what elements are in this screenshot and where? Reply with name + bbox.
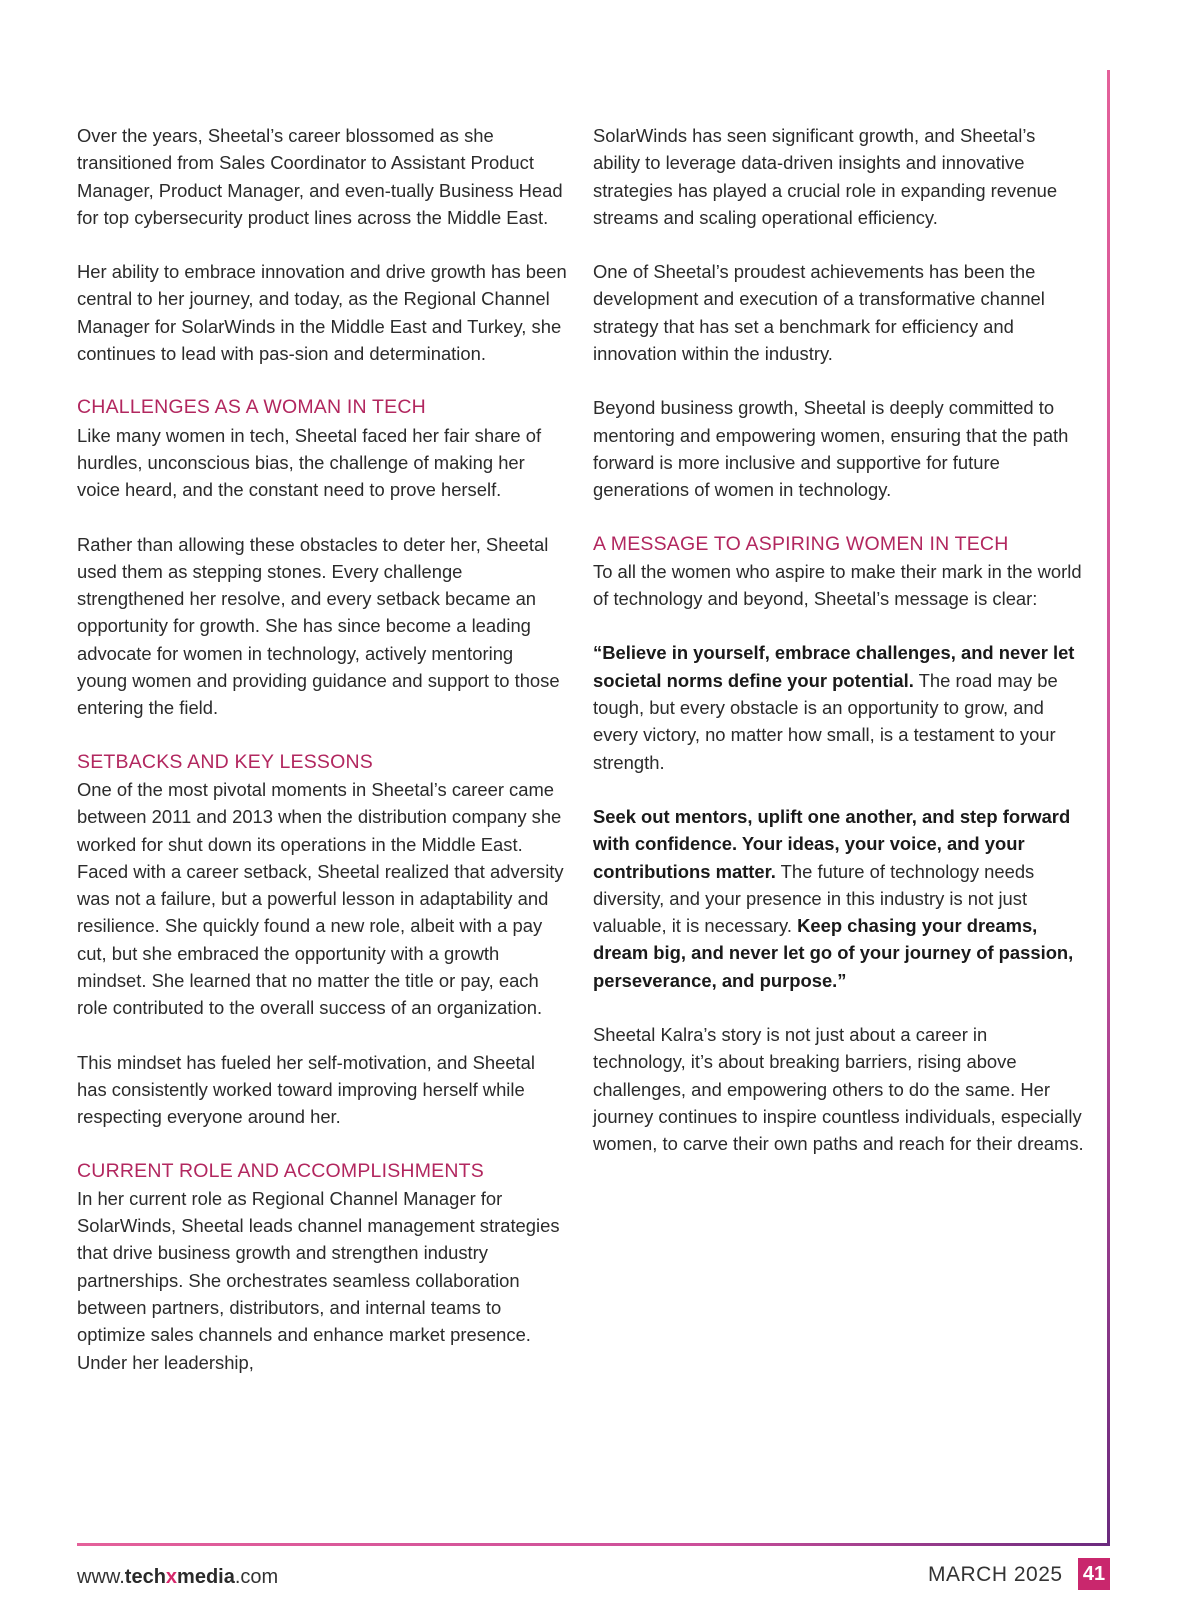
paragraph: Rather than allowing these obstacles to deter her, Sheetal used them as stepping stones. Every challenge strengthened her resolve, and every setback became an opportunity for growth. She has since become a leading advocate for women in technology, actively mentoring young women and providing guidance and support to those entering the field. bbox=[77, 533, 560, 719]
quote-emphasis: “Believe in yourself, embrace challenges, and never let societal norms define your potential. bbox=[593, 642, 1075, 691]
paragraph: Beyond business growth, Sheetal is deeply committed to mentoring and empowering women, ensuring that the path forward is more inclusive and supportive for future generations of women in technology. bbox=[593, 397, 1069, 501]
quote-emphasis: Seek out mentors, uplift one another, and step forward with confidence. Your ideas, your voice, and your contributions matter. bbox=[593, 805, 1071, 882]
url-brand-x: x bbox=[165, 1566, 178, 1588]
paragraph: Sheetal Kalra’s story is not just about a career in technology, it’s about breaking barriers, rising above challenges, and empowering others to do the same. Her journey continues to inspire countless individuals, especially women, to carve their own paths and reach for their dreams. bbox=[593, 1024, 1084, 1155]
left-column bbox=[77, 122, 567, 1403]
paragraph: Over the years, Sheetal’s career blossomed as she transitioned from Sales Coordinator to Assistant Product Manager, Product Manager, and even-tually Business Head for top cybersecurity product lines across the Middle East. bbox=[77, 125, 563, 228]
quote-emphasis: Keep chasing your dreams, dream big, and never let go of your journey of passion, perseverance, and purpose.” bbox=[593, 915, 1074, 991]
url-brand-tech: tech bbox=[124, 1566, 166, 1588]
section-heading-current-role: CURRENT ROLE AND ACCOMPLISHMENTS bbox=[77, 1159, 484, 1182]
paragraph: In her current role as Regional Channel Manager for SolarWinds, Sheetal leads channel management strategies that drive business growth and strengthen industry partnerships. She orchestrates seamless collaboration between partners, distributors, and internal teams to optimize sales channels and enhance market presence. Under her leadership, bbox=[77, 1187, 560, 1373]
quote-paragraph bbox=[593, 803, 1085, 994]
right-column bbox=[593, 122, 1085, 1185]
url-suffix: .com bbox=[234, 1566, 279, 1588]
quote-text: The future of technology needs diversity, and your presence in this industry is not just valuable, it is necessary. bbox=[593, 860, 1035, 937]
footer-rule bbox=[77, 1543, 1110, 1546]
footer-website[interactable] bbox=[77, 1563, 278, 1591]
paragraph: Her ability to embrace innovation and drive growth has been central to her journey, and today, as the Regional Channel Manager for SolarWinds in the Middle East and Turkey, she continues to lead with pas-sion and determination. bbox=[77, 261, 567, 365]
quote-text: The road may be tough, but every obstacle is an opportunity to grow, and every victory, no matter how small, is a testament to your strength. bbox=[593, 669, 1058, 773]
paragraph: To all the women who aspire to make their mark in the world of technology and beyond, Sheetal’s message is clear: bbox=[593, 560, 1082, 610]
paragraph: One of the most pivotal moments in Sheetal’s career came between 2011 and 2013 when the distribution company she worked for shut down its operations in the Middle East. Faced with a career setback, Sheetal realized that adversity was not a failure, but a powerful lesson in adaptability and resilience. She quickly found a new role, albeit with a pay cut, but she embraced the opportunity with a growth mindset. She learned that no matter the title or pay, each role contributed to the overall success of an organization. bbox=[77, 778, 564, 1019]
section-heading-setbacks: SETBACKS AND KEY LESSONS bbox=[77, 750, 373, 773]
url-brand-media: media bbox=[177, 1566, 235, 1588]
url-prefix: www. bbox=[77, 1566, 125, 1588]
issue-date: MARCH 2025 bbox=[928, 1563, 1063, 1586]
section-heading-message: A MESSAGE TO ASPIRING WOMEN IN TECH bbox=[593, 532, 1009, 555]
paragraph: SolarWinds has seen significant growth, and Sheetal’s ability to leverage data-driven insights and innovative strategies has played a crucial role in expanding revenue streams and scaling operational efficiency. bbox=[593, 125, 1058, 228]
page-number: 41 bbox=[1078, 1558, 1110, 1590]
right-accent-rule bbox=[1107, 70, 1110, 1546]
paragraph: Like many women in tech, Sheetal faced her fair share of hurdles, unconscious bias, the challenge of making her voice heard, and the constant need to prove herself. bbox=[77, 424, 542, 501]
quote-paragraph bbox=[593, 639, 1085, 775]
paragraph: This mindset has fueled her self-motivation, and Sheetal has consistently worked toward improving herself while respecting everyone around her. bbox=[77, 1051, 535, 1128]
paragraph: One of Sheetal’s proudest achievements has been the development and execution of a transformative channel strategy that has set a benchmark for efficiency and innovation within the industry. bbox=[593, 261, 1045, 365]
section-heading-challenges: CHALLENGES AS A WOMAN IN TECH bbox=[77, 396, 426, 419]
